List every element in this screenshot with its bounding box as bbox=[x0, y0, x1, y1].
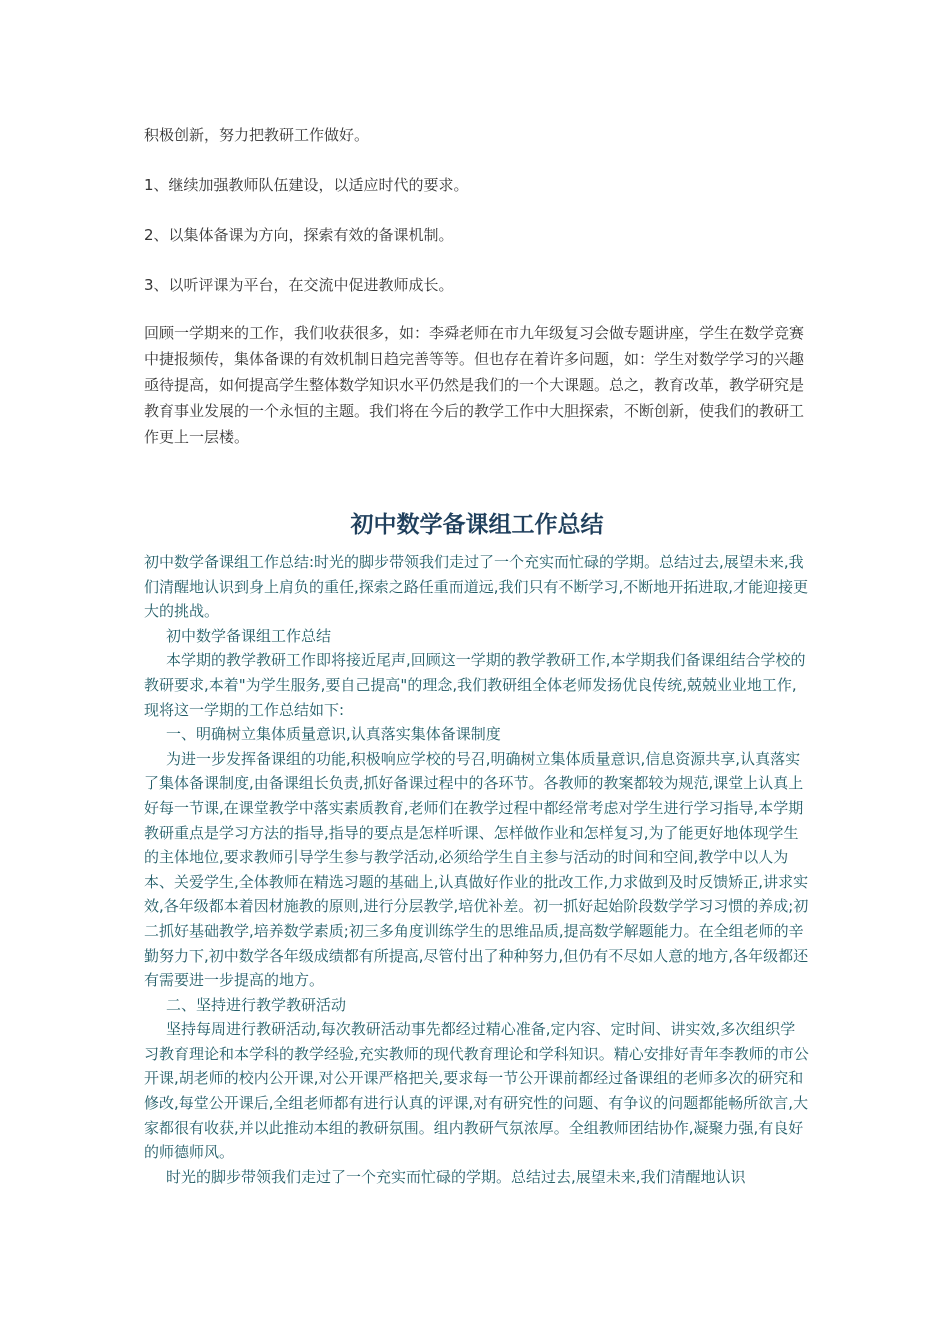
article-paragraph-1: 本学期的教学教研工作即将接近尾声,回顾这一学期的教学教研工作,本学期我们备课组结合学校的教研要求,本着"为学生服务,要自己提高"的理念,我们教研组全体老师发扬优良传统,兢兢业业地工作,现将这一学期的工作总结如下: bbox=[144, 651, 806, 719]
section-heading-2: 二、坚持进行教学教研活动 bbox=[166, 995, 347, 1014]
article-title: 初中数学备课组工作总结 bbox=[350, 512, 604, 538]
document-page bbox=[144, 122, 810, 1189]
article-subtitle: 初中数学备课组工作总结 bbox=[166, 626, 332, 645]
article-intro: 初中数学备课组工作总结:时光的脚步带领我们走过了一个充实而忙碌的学期。总结过去,展望未来,我们清醒地认识到身上肩负的重任,探索之路任重而道远,我们只有不断学习,不断地开拓进取,才能迎接更大的挑战。 bbox=[144, 553, 809, 621]
plan-item-1: 1、继续加强教师队伍建设，以适应时代的要求。 bbox=[144, 176, 469, 194]
article-paragraph-2: 为进一步发挥备课组的功能,积极响应学校的号召,明确树立集体质量意识,信息资源共享,认真落实了集体备课制度,由备课组长负责,抓好备课过程中的各环节。各教师的教案都较为规范,课堂上认真上好每一节课,在课堂教学中落实素质教育,老师们在教学过程中都经常考虑对学生进行学习指导,本学期教研重点是学习方法的指导,指导的要点是怎样听课、怎样做作业和怎样复习,为了能更好地体现学生的主体地位,要求教师引导学生参与教学活动,必须给学生自主参与活动的时间和空间,教学中以人为本、关爱学生,全体教师在精选习题的基础上,认真做好作业的批改工作,力求做到及时反馈矫正,讲求实效,各年级都本着因材施教的原则,进行分层教学,培优补差。初一抓好起始阶段数学学习习惯的养成;初二抓好基础教学,培养数学素质;初三多角度训练学生的思维品质,提高数学解题能力。在全组老师的辛勤努力下,初中数学各年级成绩都有所提高,尽管付出了种种努力,但仍有不尽如人意的地方,各年级都还有需要进一步提高的地方。 bbox=[144, 749, 809, 990]
article-body bbox=[144, 550, 810, 1189]
plan-item-2: 2、以集体备课为方向，探索有效的备课机制。 bbox=[144, 226, 454, 244]
article-paragraph-4: 时光的脚步带领我们走过了一个充实而忙碌的学期。总结过去,展望未来,我们清醒地认识 bbox=[166, 1167, 746, 1186]
section-heading-1: 一、明确树立集体质量意识,认真落实集体备课制度 bbox=[166, 725, 501, 744]
plan-item-3: 3、以听评课为平台，在交流中促进教师成长。 bbox=[144, 276, 454, 294]
intro-line: 积极创新，努力把教研工作做好。 bbox=[144, 126, 370, 144]
review-paragraph: 回顾一学期来的工作，我们收获很多，如：李舜老师在市九年级复习会做专题讲座，学生在数学竞赛中捷报频传，集体备课的有效机制日趋完善等等。但也存在着许多问题，如：学生对数学学习的兴趣亟待提高，如何提高学生整体数学知识水平仍然是我们的一个大课题。总之，教育改革，教学研究是教育事业发展的一个永恒的主题。我们将在今后的教学工作中大胆探索，不断创新，使我们的教研工作更上一层楼。 bbox=[144, 324, 805, 446]
article-paragraph-3: 坚持每周进行教研活动,每次教研活动事先都经过精心准备,定内容、定时间、讲实效,多次组织学习教育理论和本学科的教学经验,充实教师的现代教育理论和学科知识。精心安排好青年李教师的市公开课,胡老师的校内公开课,对公开课严格把关,要求每一节公开课前都经过备课组的老师多次的研究和修改,每堂公开课后,全组老师都有进行认真的评课,对有研究性的问题、有争议的问题都能畅所欲言,大家都很有收获,并以此推动本组的教研氛围。组内教研气氛浓厚。全组教师团结协作,凝聚力强,有良好的师德师风。 bbox=[144, 1020, 809, 1162]
